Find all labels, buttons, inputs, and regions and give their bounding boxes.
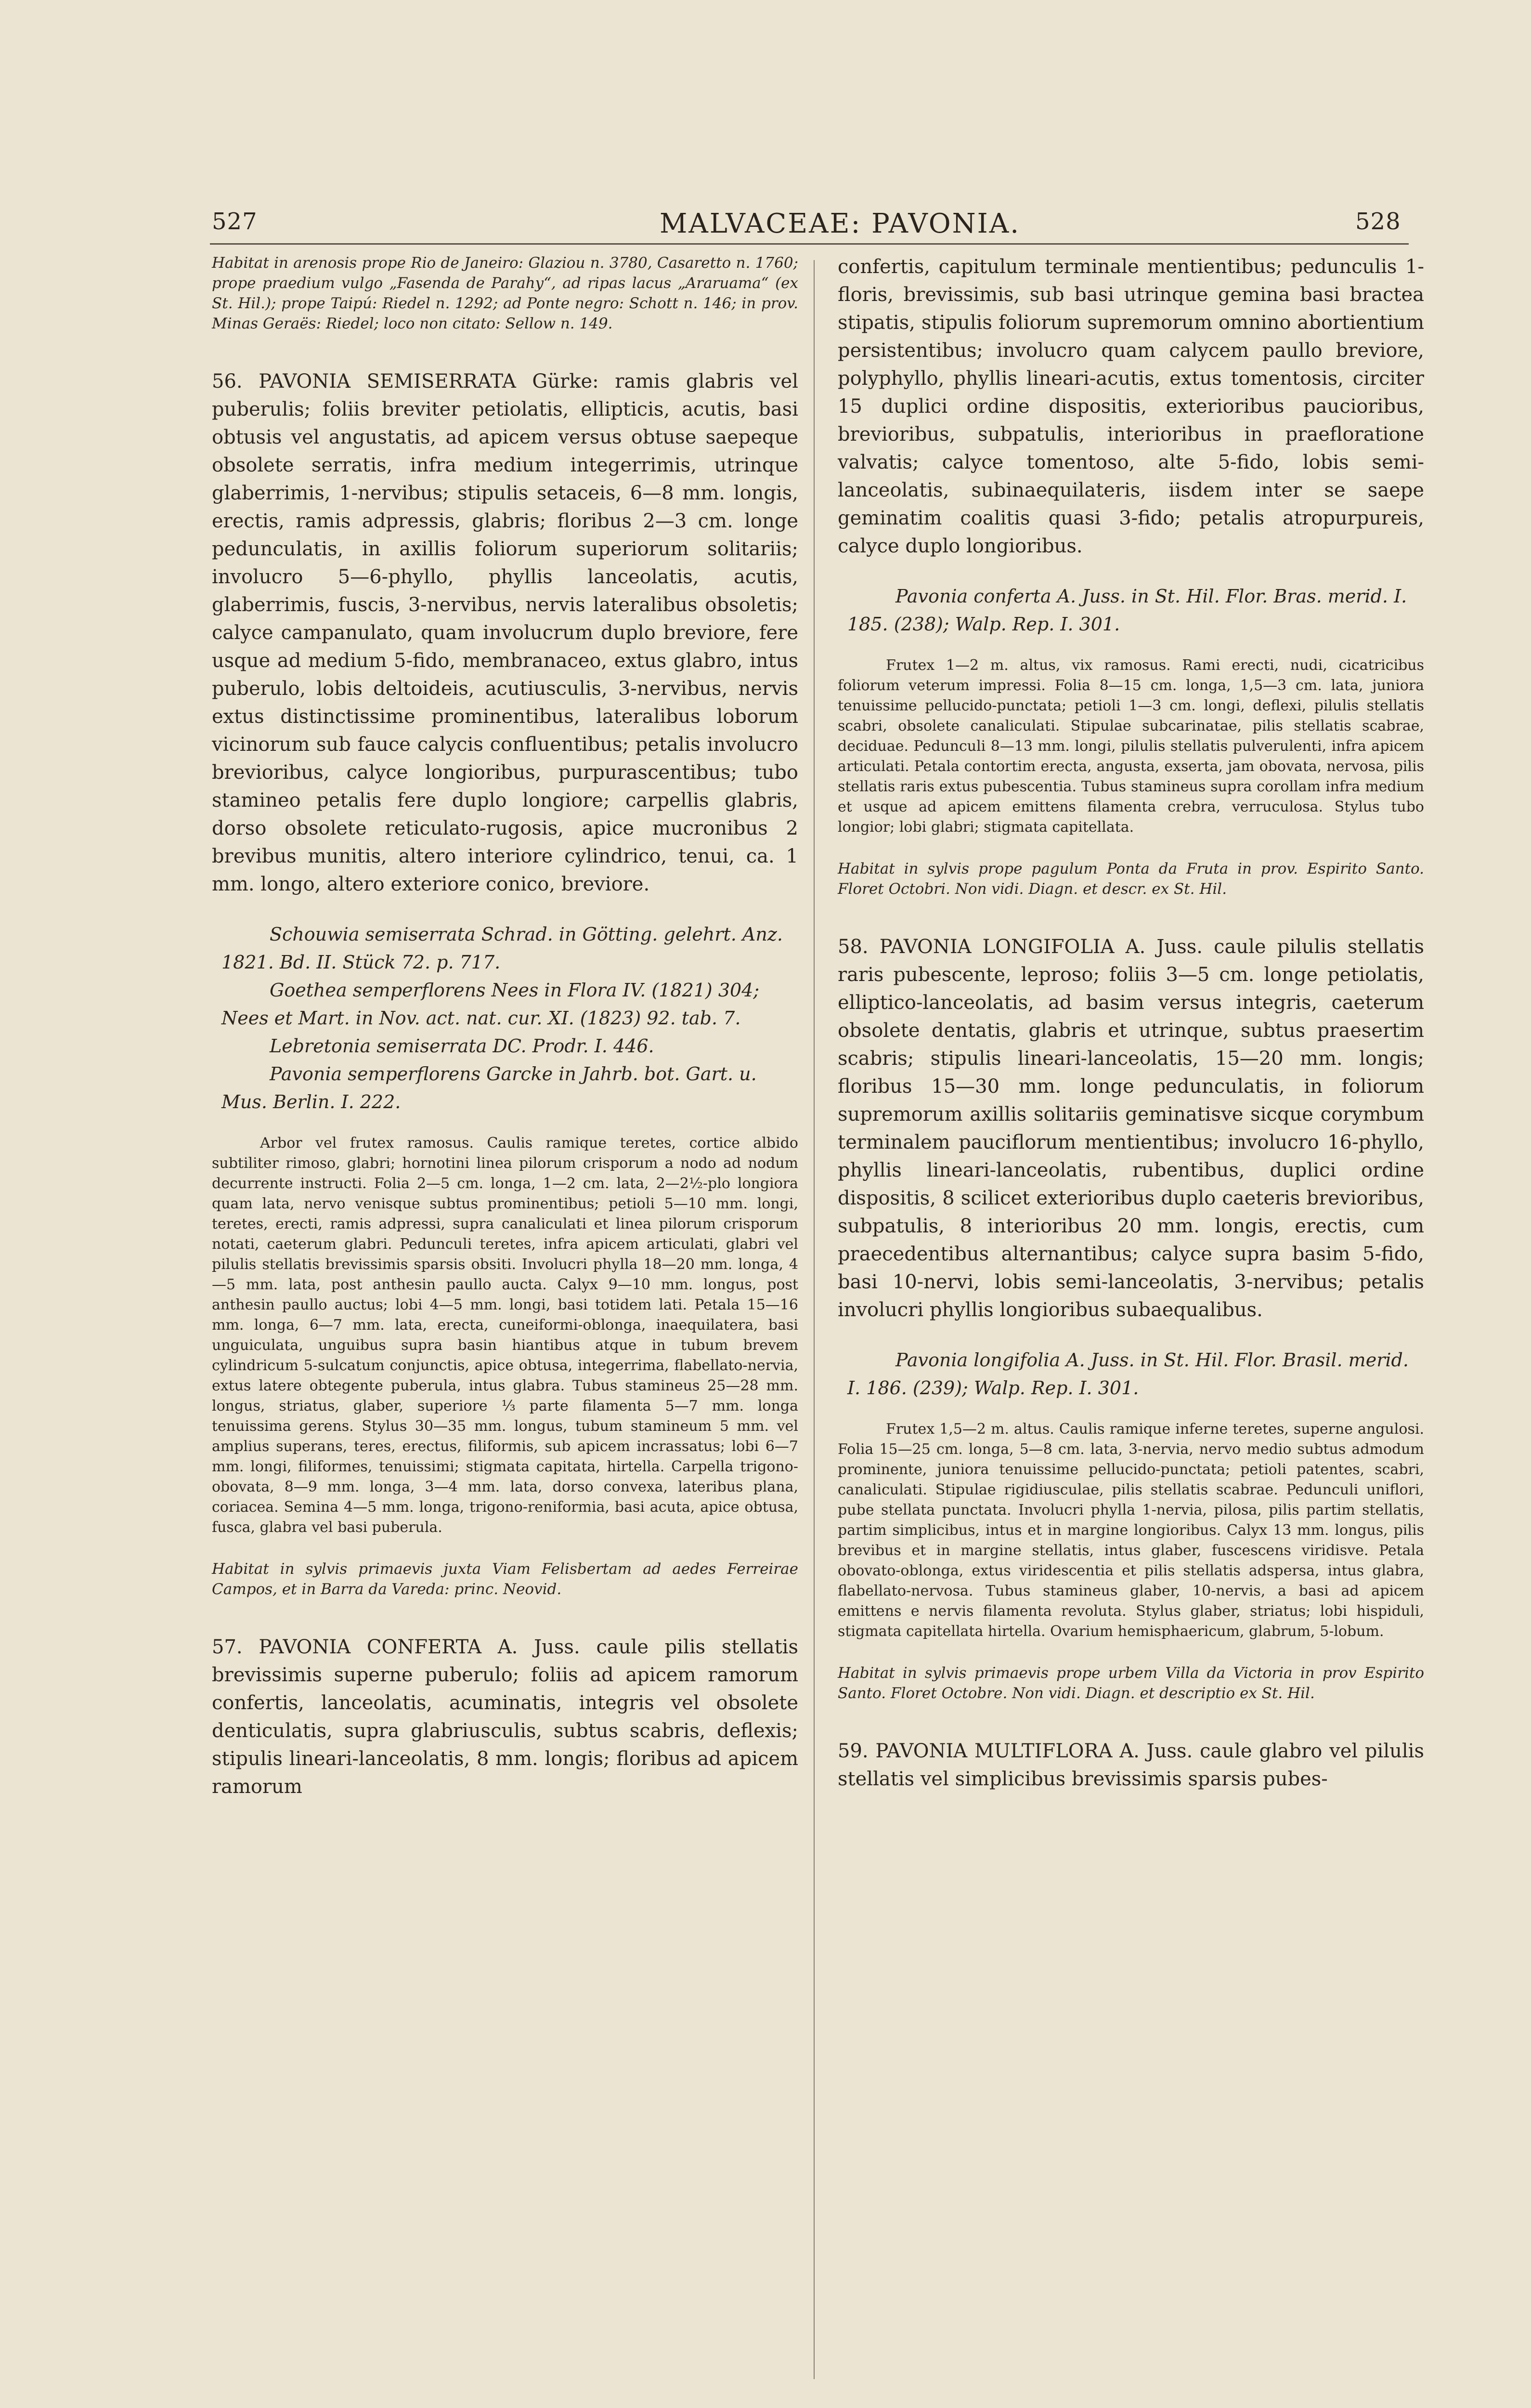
synonym-entry: Pavonia conferta A. Juss. in St. Hil. Flor. Bras. merid. I. 185. (238); Walp. Rep. I. 301. — [847, 586, 1407, 635]
species-56-habitat: Habitat in sylvis primaevis juxta Viam Felisbertam ad aedes Ferreirae Campos, et in Barra da Vareda: princ. Neovid. — [212, 1560, 798, 1598]
synonym-entry: Goethea semperflorens Nees in Flora IV. (1821) 304; Nees et Mart. in Nov. act. nat. cur. XI. (1823) 92. tab. 7. — [221, 980, 760, 1029]
species-58-synonyms — [838, 1346, 1424, 1402]
species-57-synonyms — [838, 582, 1424, 638]
left-column — [212, 253, 798, 1823]
synonym-entry: Pavonia semperflorens Garcke in Jahrb. bot. Gart. u. Mus. Berlin. I. 222. — [221, 1063, 757, 1112]
species-57-diagnosis — [212, 1633, 798, 1801]
species-57-description: Frutex 1—2 m. altus, vix ramosus. Rami erecti, nudi, cicatricibus foliorum veterum impressi. Folia 8—15 cm. longa, 1,5—3 cm. lata, juniora tenuissime pellucido-punctata; petioli 1—3 cm. longi, deflexi, pilulis stellatis scabri, obsolete canaliculati. Stipulae subcarinatae, pilis stellatis scabrae, deciduae. Pedunculi 8—13 mm. longi, pilulis stellatis pulverulenti, infra apicem articulati. Petala contortim erecta, angusta, exserta, jam obovata, nervosa, pilis stellatis raris extus pubescentia. Tubus stamineus supra corollam infra medium et usque ad apicem emittens filamenta crebra, verruculosa. Stylus tubo longior; lobi glabri; stigmata capitellata. — [838, 657, 1424, 836]
species-57-diagnosis-continued: confertis, capitulum terminale mentientibus; pedunculis 1-floris, brevissimis, sub basi utrinque gemina basi bractea stipatis, stipulis foliorum supremorum omnino abortientium persistentibus; involucro quam calycem paullo breviore, polyphyllo, phyllis lineari-acutis, extus tomentosis, circiter 15 duplici ordine dispositis, exterioribus paucioribus, brevioribus, subpatulis, interioribus in praefloratione valvatis; calyce tomentoso, alte 5-fido, lobis semi-lanceolatis, subinaequilateris, iisdem inter se saepe geminatim coalitis quasi 3-fido; petalis atropurpureis, calyce duplo longioribus. — [838, 256, 1424, 557]
page-number-left: 527 — [212, 208, 258, 235]
synonym-entry: Lebretonia semiserrata DC. Prodr. I. 446. — [270, 1035, 654, 1057]
species-58-heading: 58. PAVONIA LONGIFOLIA A. Juss. — [838, 936, 1203, 958]
species-56-diagnosis — [212, 367, 798, 898]
species-58-text: caule pilulis stellatis raris pubescente, leproso; foliis 3—5 cm. longe petiolatis, elliptico-lanceolatis, ad basim versus integris, caeterum obsolete dentatis, glabris et utrinque, subtus praesertim scabris; stipulis lineari-lanceolatis, 15—20 mm. longis; floribus 15—30 mm. longe pedunculatis, in foliorum supremorum axillis solitariis geminatisve sicque corymbum terminalem pauciflorum mentientibus; involucro 16-phyllo, phyllis lineari-lanceolatis, rubentibus, duplici ordine dispositis, 8 scilicet exterioribus duplo caeteris brevioribus, subpatulis, 8 interioribus 20 mm. longis, erectis, cum praecedentibus alternantibus; calyce supra basim 5-fido, basi 10-nervi, lobis semi-lanceolatis, 3-nervibus; petalis involucri phyllis longioribus subaequalibus. — [838, 936, 1424, 1321]
species-56-heading: 56. PAVONIA SEMISERRATA Gürke: — [212, 370, 599, 393]
synonym-entry: Schouwia semiserrata Schrad. in Götting. gelehrt. Anz. 1821. Bd. II. Stück 72. p. 717. — [221, 924, 783, 973]
synonym-entry: Pavonia longifolia A. Juss. in St. Hil. Flor. Brasil. merid. I. 186. (239); Walp. Rep. I. 301. — [847, 1349, 1409, 1399]
species-57-text: caule pilis stellatis brevissimis superne puberulo; foliis ad apicem ramorum confertis, lanceolatis, acuminatis, integris vel obsolete denticulatis, supra glabriusculis, subtus scabris, deflexis; stipulis lineari-lanceolatis, 8 mm. longis; floribus ad apicem ramorum — [212, 1636, 799, 1798]
species-56-synonyms — [212, 920, 798, 1116]
species-57-habitat: Habitat in sylvis prope pagulum Ponta da Fruta in prov. Espirito Santo. Floret Octobri. Non vidi. Diagn. et descr. ex St. Hil. — [838, 860, 1424, 898]
species-59-diagnosis — [838, 1737, 1424, 1793]
species-59-heading: 59. PAVONIA MULTIFLORA A. Juss. — [838, 1740, 1193, 1762]
running-title: MALVACEAE: PAVONIA. — [660, 208, 1021, 239]
species-58-habitat: Habitat in sylvis primaevis prope urbem Villa da Victoria in prov Espirito Santo. Floret Octobre. Non vidi. Diagn. et descriptio ex St. Hil. — [838, 1664, 1424, 1702]
page-number-right: 528 — [1355, 208, 1401, 235]
header-rule — [210, 243, 1409, 245]
species-59-text: caule glabro vel pilulis stellatis vel simplicibus brevissimis sparsis pubes- — [838, 1740, 1424, 1790]
species-56-description: Arbor vel frutex ramosus. Caulis ramique teretes, cortice albido subtiliter rimoso, glabri; hornotini linea pilorum crisporum a nodo ad nodum decurrente instructi. Folia 2—5 cm. longa, 1—2 cm. lata, 2—2½-plo longiora quam lata, nervo venisque subtus prominentibus; petioli 5—10 mm. longi, teretes, erecti, ramis adpressi, supra canaliculati et linea pilorum crisporum notati, caeterum glabri. Pedunculi teretes, infra apicem articulati, glabri vel pilulis stellatis brevissimis sparsis obsiti. Involucri phylla 18—20 mm. longa, 4—5 mm. lata, post anthesin paullo aucta. Calyx 9—10 mm. longus, post anthesin paullo auctus; lobi 4—5 mm. longi, basi totidem lati. Petala 15—16 mm. longa, 6—7 mm. lata, erecta, cuneiformi-oblonga, inaequilatera, basi unguiculata, unguibus supra basin hiantibus atque in tubum brevem cylindricum 5-sulcatum conjunctis, apice obtusa, integerrima, flabellato-nervia, extus latere obtegente puberula, intus glabra. Tubus stamineus 25—28 mm. longus, striatus, glaber, superiore ⅓ parte filamenta 5—7 mm. longa tenuissima gerens. Stylus 30—35 mm. longus, tubum stamineum 5 mm. vel amplius superans, teres, erectus, filiformis, sub apicem incrassatus; lobi 6—7 mm. longi, filiformes, tenuissimi; stigmata capitata, hirtella. Carpella trigono-obovata, 8—9 mm. longa, 3—4 mm. lata, dorso convexa, lateribus plana, coriacea. Semina 4—5 mm. longa, trigono-reniformia, basi acuta, apice obtusa, fusca, glabra vel basi puberula. — [212, 1135, 798, 1536]
habitat-paragraph: Habitat in arenosis prope Rio de Janeiro: Glaziou n. 3780, Casaretto n. 1760; prope praedium vulgo „Fasenda de Parahy“, ad ripas lacus „Araruama“ (ex St. Hil.); prope Taipú: Riedel n. 1292; ad Ponte negro: Schott n. 146; in prov. Minas Geraës: Riedel; loco non citato: Sellow n. 149. — [212, 254, 798, 332]
species-56-text: ramis glabris vel puberulis; foliis breviter petiolatis, ellipticis, acutis, basi obtusis vel angustatis, ad apicem versus obtuse saepeque obsolete serratis, infra medium integerrimis, utrinque glaberrimis, 1-nervibus; stipulis setaceis, 6—8 mm. longis, erectis, ramis adpressis, glabris; floribus 2—3 cm. longe pedunculatis, in axillis foliorum superiorum solitariis; involucro 5—6-phyllo, phyllis lanceolatis, acutis, glaberrimis, fuscis, 3-nervibus, nervis lateralibus obsoletis; calyce campanulato, quam involucrum duplo breviore, fere usque ad medium 5-fido, membranaceo, extus glabro, intus puberulo, lobis deltoideis, acutiusculis, 3-nervibus, nervis extus distinctissime prominentibus, lateralibus loborum vicinorum sub fauce calycis confluentibus; petalis involucro brevioribus, calyce longioribus, purpurascentibus; tubo stamineo petalis fere duplo longiore; carpellis glabris, dorso obsolete reticulato-rugosis, apice mucronibus 2 brevibus munitis, altero interiore cylindrico, tenui, ca. 1 mm. longo, altero exteriore conico, breviore. — [212, 370, 798, 895]
column-divider — [814, 260, 815, 2379]
right-column — [838, 253, 1424, 1815]
species-57-heading: 57. PAVONIA CONFERTA A. Juss. — [212, 1636, 580, 1658]
species-58-description: Frutex 1,5—2 m. altus. Caulis ramique inferne teretes, superne angulosi. Folia 15—25 cm. longa, 5—8 cm. lata, 3-nervia, nervo medio subtus admodum prominente, juniora tenuissime pellucido-punctata; petioli patentes, scabri, canaliculati. Stipulae rigidiusculae, pilis stellatis scabrae. Pedunculi uniflori, pube stellata punctata. Involucri phylla 1-nervia, pilosa, pilis partim stellatis, partim simplicibus, intus et in margine longioribus. Calyx 13 mm. longus, pilis brevibus et in margine stellatis, intus glaber, fuscescens viridisve. Petala obovato-oblonga, extus viridescentia et pilis stellatis adspersa, intus glabra, flabellato-nervosa. Tubus stamineus glaber, 10-nervis, a basi ad apicem emittens e nervis filamenta revoluta. Stylus glaber, striatus; lobi hispiduli, stigmata capitellata hirtella. Ovarium hemisphaericum, glabrum, 5-lobum. — [838, 1421, 1424, 1640]
species-58-diagnosis — [838, 933, 1424, 1324]
